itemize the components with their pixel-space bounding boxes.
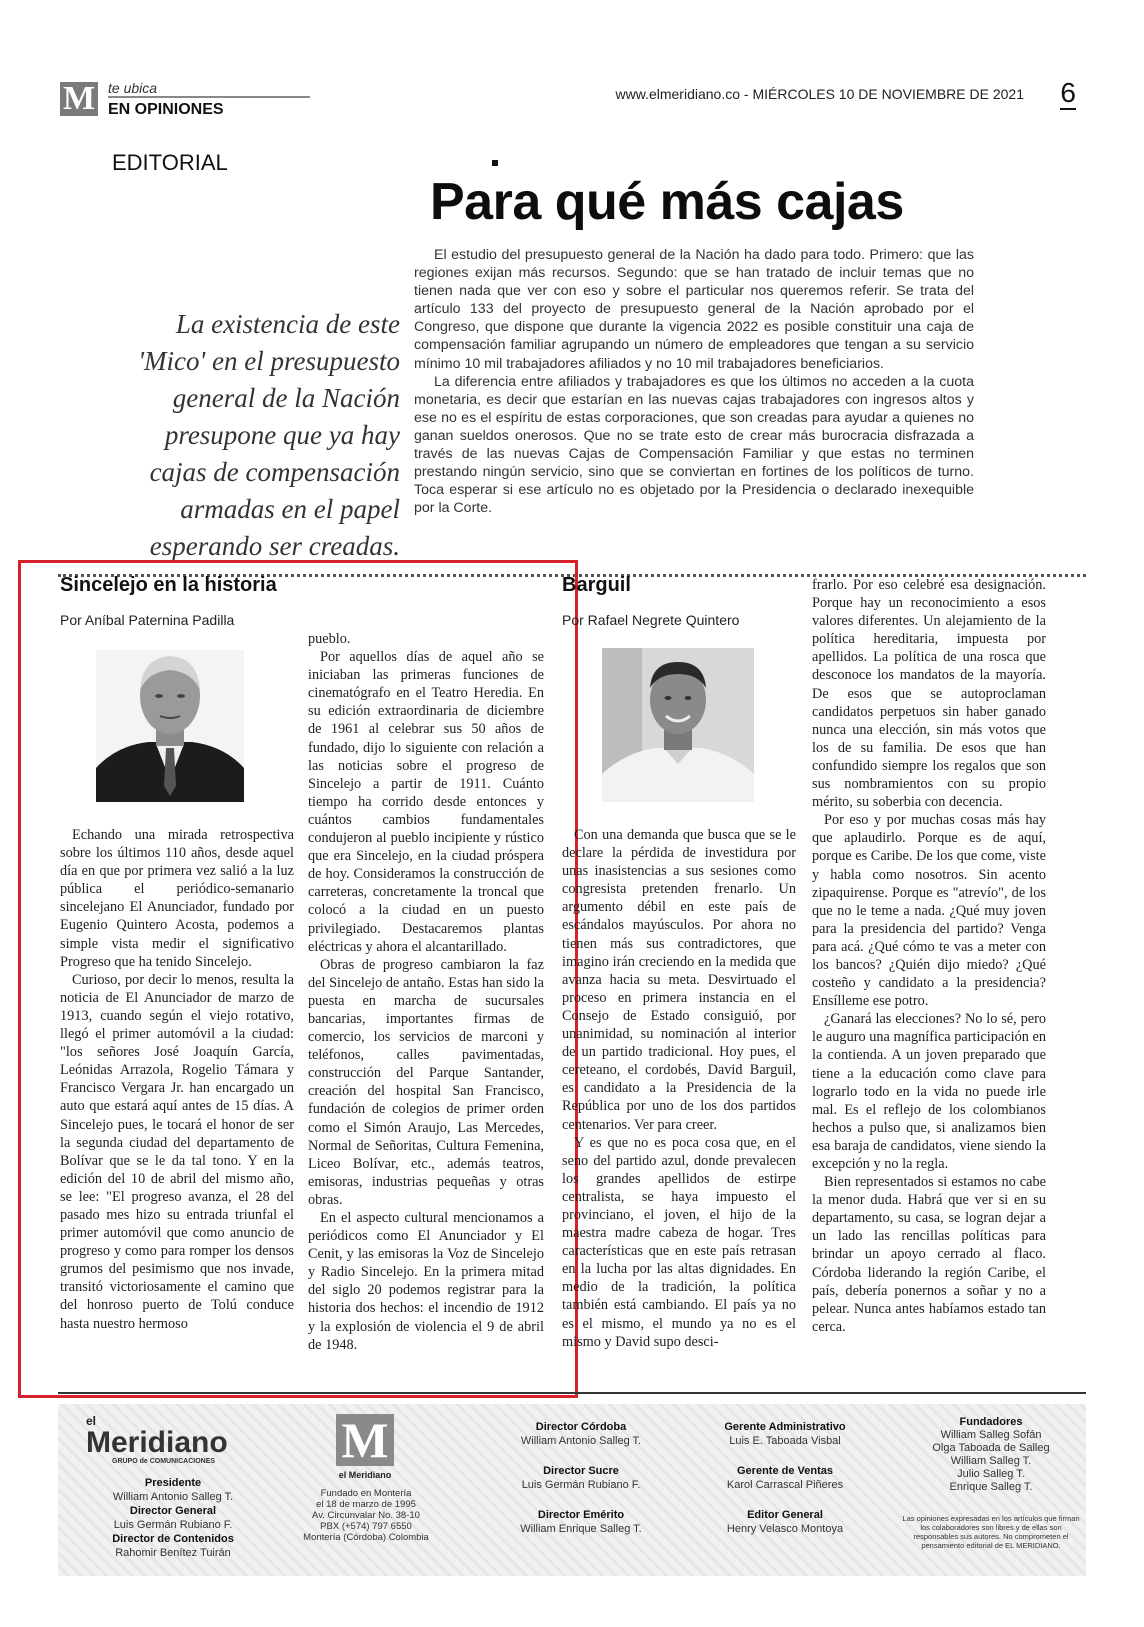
article-paragraph: Bien representados si estamos no cabe la menor duda. Habrá que ver si en su departamento, su casa, se logran dejar a un lado las rencillas políticas para brindar un apoyo cerrado al flaco. Córdoba liderando la región Caribe, el país, debería ponernos a soñar y no a pelear. Nunca antes habíamos estado tan cerca. [812,1174,1046,1335]
staff-name: Luis Germán Rubiano F. [521,1479,641,1491]
article-column-barguil-1 [562,826,796,1351]
footer-brand-logo [86,1414,228,1465]
article-column-sincelejo-2 [308,630,544,1354]
article-paragraph: pueblo. [308,631,351,647]
footer-m-brand: el Meridiano [338,1470,392,1480]
article-column-barguil-2 [812,576,1046,1336]
page-number: 6 [1060,77,1076,108]
staff-name: Luis Germán Rubiano F. [113,1519,233,1531]
staff-right [700,1420,870,1536]
staff-name: William Antonio Salleg T. [520,1435,642,1447]
article-paragraph: Con una demanda que busca que se le declare la pérdida de investidura por unas inasistencias a sus sesiones como congresista pretenden frenarlo. Un argumento débil en este país de escándalos mayúsculos. Por ahora no tienen más sus contradictores, que imagino irán creciendo en la medida que avanza hacia su meta. Desvirtuado el proceso en primera instancia en el Consejo de Estado consiguió, por unanimidad, su nominación al interior de un partido tradicional. Hoy pues, el cereteano, el cordobés, David Barguil, es candidato a la Presidencia de la República por uno de los dos partidos centenarios. Ver para creer. [562,827,796,1133]
founded-line: el 18 de marzo de 1995 [316,1499,416,1510]
bullet-dot [492,160,498,166]
article-title-sincelejo: Sincelejo en la historia [60,574,277,596]
editorial-paragraph: La diferencia entre afiliados y trabajadores es que los últimos no acceden a la cuota monetaria, es decir que estarían en las nuevas cajas trabajadores con ingresos altos y ese no es el espíritu de estas corporaciones, que son creadas para ayudar a quienes no ganan sueldos onerosos. Que no se trate esto de crear más burocracia disfrazada a través de las nuevas Cajas de Compensación Familiar y que estas no terminen prestando ningún servicio, sino que se conviertan en fortines de los políticos de turno. Toca esperar si ese artículo no es objetado por la Presidencia o declarado inexequible por la Corte. [414,373,974,517]
dateline: www.elmeridiano.co - MIÉRCOLES 10 DE NOVIEMBRE DE 2021 [615,86,1024,102]
portrait-man-smiling-icon [602,648,754,802]
meridiano-logo-icon: M [60,82,98,116]
pull-quote: La existencia de este 'Mico' en el presupuesto general de la Nación presupone que ya hay cajas de compensación armadas en el papel esperando ser creadas. [138,309,400,560]
header-rule [108,96,310,98]
staff-role: Director Emérito [537,1509,625,1521]
editorial-paragraph: El estudio del presupuesto general de la Nación ha dado para todo. Primero: que las regiones exijan más recursos. Segundo: que se han tratado de incluir temas que no tienen nada que ver con eso y sobre el particular nos queremos referir. Se trata del artículo 133 del proyecto de presupuesto general de la Nación aprobado por el Congreso, que dispone que durante la vigencia 2022 es posible constituir una caja de compensación familiar agrupando un número de empleadores que tengan a su servicio mínimo 10 mil trabajadores afiliados y no 10 mil trabajadores beneficiarios. [414,247,974,372]
staff-role: Editor General [747,1509,823,1521]
staff-name: Karol Carrascal Piñeres [726,1479,844,1491]
founder-name: William Salleg T. [950,1455,1032,1467]
article-paragraph: frarlo. Por eso celebré esa designación. Porque hay un reconocimiento a esos valores diferentes. Un alejamiento de la política hereditaria, impuesta por apellidos. La política de una rosca que desconoce los mandatos de la mayoría. De esos que se autoproclaman candidatos perpetuos sin haber ganado nunca una elección, sin más votos que los de su familia. De esos que han confundido siempre los regalos que son sus nombramientos con su propio mérito, su soberbia con decencia. [812,577,1046,811]
staff-name: Rahomir Benítez Tuirán [115,1547,231,1559]
article-paragraph: Por aquellos días de aquel año se iniciaban las primeras funciones de cinematógrafo en el Teatro Heredia. En su edición extraordinaria de diciembre de 1961 al celebrar sus 50 años de fundado, dijo lo siguiente con relación a las noticias sobre el progreso de Sincelejo a partir de 1911. Cuánto tiempo ha corrido desde entonces y cuántos cambios fundamentales condujeron al pueblo incipiente y rústico que era Sincelejo, en la ciudad próspera de hoy. Consideramos la construcción de carreteras, concretamente la troncal que colocó a la ciudad en un puesto privilegiado. Destacaremos plantas eléctricas y ahora el alcantarillado. [308,649,544,955]
editorial-headline: Para qué más cajas [430,173,904,231]
article-column-sincelejo-1 [60,826,294,1333]
article-paragraph: Curioso, por decir lo menos, resulta la noticia de El Anunciador de marzo de 1913, cuando según el viejo rotativo, llegó el primer automóvil a la ciudad: "los señores José Joaquín García, Leónidas Arrazola, Rogelio Támara y Francisco Vergara Jr. han encargado un auto que estará aquí antes de 15 días. A Sincelejo pues, le tocará el honor de ser la segunda ciudad del departamento de Bolívar que se le da tal tono. Y en la edición del 10 de abril del mismo año, se lee: "El progreso avanza, el 28 del pasado mes hizo su entrada triunfal el primer automóvil que como anuncio de progreso y como para romper los densos grumos del pesimismo que nos invade, transitó victoriosamente el camino que del honroso puerto de Tolú conduce hasta nuestro hermoso [60,971,294,1332]
section-title: EN OPINIONES [108,101,224,118]
editorial-label: EDITORIAL [112,150,228,175]
article-paragraph: Y es que no es poca cosa que, en el seno del partido azul, donde prevalecen los grandes apellidos de estirpe centralista, se haya impuesto el provinciano, el joven, el hijo de la maestra madre cabeza de hogar. Tres características que en este país retrasan en la lucha por las altas dignidades. En medio de la tradición, la política también está cambiando. El país ya no es el mismo, el mundo ya no es el mismo y David supo desci- [562,1134,796,1350]
founded-line: PBX (+574) 797 6550 [320,1521,412,1532]
header-tagline: te ubica [108,80,158,96]
article-title-barguil: Barguil [562,574,631,596]
founded-line: Av. Circunvalar No. 38-10 [312,1510,420,1521]
founder-name: William Salleg Sofán [940,1429,1042,1441]
founders-title: Fundadores [959,1416,1023,1428]
footer-logo-sub: GRUPO de COMUNICACIONES [112,1458,216,1465]
disclaimer: Las opiniones expresadas en los artículos que firman los colaboradores son libres y de ellas son responsables sus autores. No comprometen el pensamiento editorial de EL MERIDIANO. [902,1514,1080,1550]
founded-info [296,1488,436,1543]
article-paragraph: Por eso y por muchas cosas más hay que aplaudirlo. Porque es de aquí, porque es Caribe. De los que come, viste y habla como nosotros. Sin acento zipaquirense. Porque es "atrevío", de los que no le teme a nada. ¿Qué muy joven para la presidencia del partido? Venga para acá. ¿Qué cómo te vas a meter con los bancos? ¿Quién dijo miedo? ¿Qué costeño y candidato a la presidencia? Ensílleme ese potro. [812,812,1046,1010]
article-paragraph: Echando una mirada retrospectiva sobre los últimos 110 años, desde aquel día en que por primera vez salió a la luz pública el periódico-semanario sincelejano El Anunciador, fundado por Eugenio Quintero Acosta, podemos a simple vista medir el significativo Progreso que ha tenido Sincelejo. [60,827,294,970]
founder-name: Julio Salleg T. [957,1468,1025,1480]
staff-role: Gerente de Ventas [737,1465,833,1477]
staff-role: Director Córdoba [535,1421,627,1433]
byline-sincelejo: Por Aníbal Paternina Padilla [60,612,235,628]
staff-name: Luis E. Taboada Visbal [729,1435,841,1447]
staff-role: Gerente Administrativo [724,1421,846,1433]
staff-role: Director Sucre [543,1465,619,1477]
staff-role: Director General [129,1505,217,1517]
staff-name: William Enrique Salleg T. [520,1523,642,1535]
article-paragraph: En el aspecto cultural mencionamos a periódicos como El Anunciador y El Cenit, y las emisoras la Voz de Sincelejo y Radio Sincelejo. En la primera mitad del siglo 20 podemos registrar para la historia dos hechos: el incendio de 1912 y la explosión de violencia el 9 de abril de 1948. [308,1210,544,1353]
footer-logo-article: el [86,1414,97,1428]
footer-logo-brand: Meridiano [86,1426,228,1459]
founder-name: Olga Taboada de Salleg [932,1442,1050,1454]
article-paragraph: ¿Ganará las elecciones? No lo sé, pero le auguro una magnífica participación en la contienda. A un joven preparado que tiene a la educación como clave para lograrlo todo en la vida no puede irle mal. Es el reflejo de los colombianos hechos a pulso que, si analizamos bien esa baraja de candidatos, viene siendo la excepción y no la regla. [812,1011,1046,1172]
footer-rule [58,1392,1086,1394]
byline-barguil: Por Rafael Negrete Quintero [562,612,740,628]
staff-mid [496,1420,666,1536]
staff-role: Presidente [144,1477,202,1489]
author-photo-paternina [96,650,244,802]
founder-name: Enrique Salleg T. [949,1481,1033,1493]
staff-name: Henry Velasco Montoya [726,1523,844,1535]
staff-role: Director de Contenidos [112,1533,234,1545]
footer-m-logo-icon: M [336,1414,394,1466]
founded-line: Fundado en Montería [320,1488,412,1499]
author-photo-negrete [602,648,754,802]
staff-left [80,1476,266,1560]
founded-line: Montería (Córdoba) Colombia [303,1532,429,1543]
editorial-body [414,246,974,517]
staff-name: William Antonio Salleg T. [112,1491,234,1503]
article-paragraph: Obras de progreso cambiaron la faz del Sincelejo de antaño. Estas han sido la puesta en marcha de sucursales bancarias, importantes firmas de comercio, los servicios de marconi y teléfonos, calles pavimentadas, construcción del Parque Santander, creación del hospital San Francisco, fundación de colegios de primer orden como el Simón Araujo, Las Mercedes, Normal de Señoritas, Cultura Femenina, Liceo Bolívar, etc., además teatros, emisoras, industrias pequeñas y otras obras. [308,956,544,1208]
founders [906,1416,1076,1494]
portrait-man-elderly-icon [96,650,244,802]
